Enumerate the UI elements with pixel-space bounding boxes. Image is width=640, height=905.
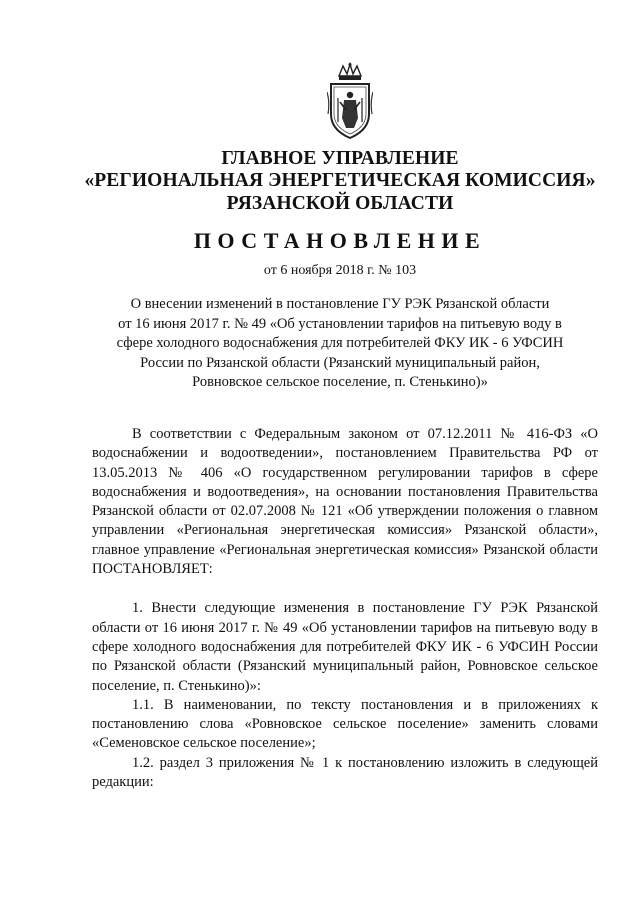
- document-subject: [60, 295, 620, 393]
- subject-line-3: сфере холодного водоснабжения для потребителей ФКУ ИК - 6 УФСИН: [116, 335, 564, 351]
- document-body: [92, 425, 598, 792]
- ryazan-coat-of-arms-icon: [327, 62, 373, 142]
- item-1-paragraph: 1. Внести следующие изменения в постановление ГУ РЭК Рязанской области от 16 июня 2017 г. № 49 «Об установлении тарифов на питьевую воду в сфере холодного водоснабжения для потребителей ФКУ ИК - 6 УФСИН России по Рязанской области (Рязанский муниципальный район, Ровновское сельское поселение, п. Стенькино)»:: [92, 600, 598, 694]
- subject-line-5: Ровновское сельское поселение, п. Стенькино)»: [192, 374, 488, 390]
- item-1-1-paragraph: 1.1. В наименовании, по тексту постановления и в приложениях к постановлению слова «Ровновское сельское поселение» заменить словами «Семеновское сельское поселение»;: [92, 696, 598, 752]
- item-1-2-paragraph: 1.2. раздел 3 приложения № 1 к постановлению изложить в следующей редакции:: [92, 754, 598, 791]
- subject-line-2: от 16 июня 2017 г. № 49 «Об установлении тарифов на питьевую воду в: [118, 315, 562, 332]
- subject-line-1: О внесении изменений в постановление ГУ РЭК Рязанской области: [130, 296, 550, 312]
- org-name-line-3: РЯЗАНСКОЙ ОБЛАСТИ: [226, 193, 454, 214]
- preamble-paragraph: В соответствии с Федеральным законом от 07.12.2011 № 416-ФЗ «О водоснабжении и водоотведении», постановлением Правительства РФ от 13.05.2013 № 406 «О государственном регулировании тарифов в сфере водоснабжения и водоотведения», на основании постановления Правительства Рязанской области от 02.07.2008 № 121 «Об утверждении положения о главном управлении «Региональная энергетическая комиссия» Рязанской области», главное управление «Региональная энергетическая комиссия» Рязанской области ПОСТАНОВЛЯЕТ:: [92, 426, 598, 578]
- org-name-line-1: ГЛАВНОЕ УПРАВЛЕНИЕ: [221, 148, 459, 169]
- org-name-line-2: «РЕГИОНАЛЬНАЯ ЭНЕРГЕТИЧЕСКАЯ КОМИССИЯ»: [84, 170, 596, 191]
- subject-line-4: России по Рязанской области (Рязанский муниципальный район,: [140, 354, 540, 371]
- document-date-number: от 6 ноября 2018 г. № 103: [263, 263, 417, 278]
- document-type-title: ПОСТАНОВЛЕНИЕ: [193, 228, 487, 253]
